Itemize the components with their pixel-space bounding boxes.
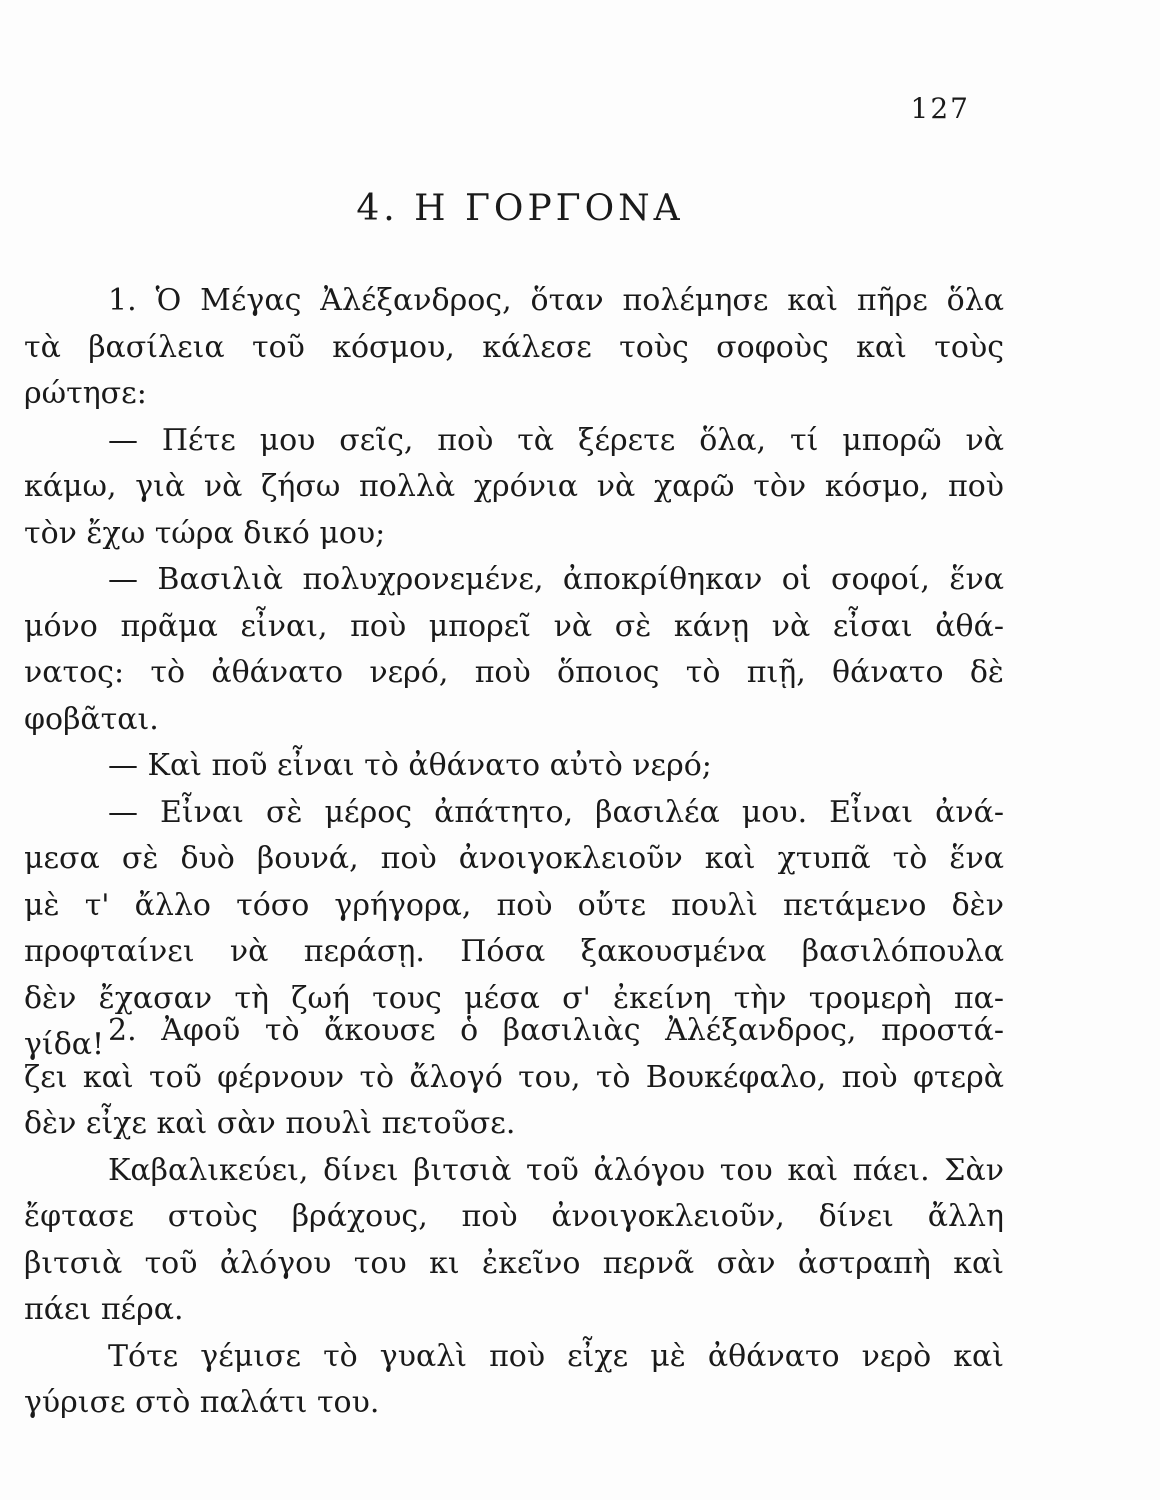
text-line: προφταίνει νὰ περάσῃ. Πόσα ξακουσμένα βασιλόπουλα [24, 934, 1004, 969]
section-2-text [24, 1008, 1004, 1427]
text-line: — Βασιλιὰ πολυχρονεμένε, ἀποκρίθηκαν οἱ σοφοί, ἕνα [108, 562, 1004, 597]
text-line: γύρισε στὸ παλάτι του. [24, 1385, 380, 1420]
text-line: νατος: τὸ ἀθάνατο νερό, ποὺ ὅποιος τὸ πιῇ, θάνατο δὲ [24, 655, 1004, 690]
text-line: μόνο πρᾶμα εἶναι, ποὺ μπορεῖ νὰ σὲ κάνῃ νὰ εἶσαι ἀθά- [24, 608, 1004, 644]
text-line: Καβαλικεύει, δίνει βιτσιὰ τοῦ ἀλόγου του καὶ πάει. Σὰν [108, 1152, 1004, 1188]
section-1-text [24, 278, 1004, 1069]
chapter-title: 4. Η ΓΟΡΓΟΝΑ [356, 188, 684, 229]
text-line: γίδα! [24, 1027, 105, 1062]
text-line: — Εἶναι σὲ μέρος ἀπάτητο, βασιλέα μου. Εἶναι ἀνά- [108, 794, 1004, 830]
text-line: κάμω, γιὰ νὰ ζήσω πολλὰ χρόνια νὰ χαρῶ τὸν κόσμο, ποὺ [24, 469, 1004, 504]
text-line: μεσα σὲ δυὸ βουνά, ποὺ ἀνοιγοκλειοῦν καὶ χτυπᾶ τὸ ἕνα [24, 841, 1004, 876]
text-line: ρώτησε: [24, 376, 147, 411]
text-line: ἔφτασε στοὺς βράχους, ποὺ ἀνοιγοκλειοῦν, δίνει ἄλλη [24, 1199, 1004, 1234]
text-line: βιτσιὰ τοῦ ἀλόγου του κι ἐκεῖνο περνᾶ σὰν ἀστραπὴ καὶ [24, 1245, 1004, 1281]
text-line: μὲ τ' ἄλλο τόσο γρήγορα, ποὺ οὔτε πουλὶ πετάμενο δὲν [24, 887, 1004, 923]
page-number: 127 [910, 92, 970, 125]
text-line: τὰ βασίλεια τοῦ κόσμου, κάλεσε τοὺς σοφοὺς καὶ τοὺς [24, 329, 1004, 365]
text-line: — Καὶ ποῦ εἶναι τὸ ἀθάνατο αὐτὸ νερό; [108, 748, 712, 783]
text-line: 2. Ἀφοῦ τὸ ἄκουσε ὁ βασιλιὰς Ἀλέξανδρος, προστά- [108, 1013, 1004, 1048]
text-line: 1. Ὁ Μέγας Ἀλέξανδρος, ὅταν πολέμησε καὶ πῆρε ὅλα [108, 283, 1004, 318]
text-line: πάει πέρα. [24, 1292, 184, 1327]
text-line: δὲν εἶχε καὶ σὰν πουλὶ πετοῦσε. [24, 1106, 516, 1141]
text-line: τὸν ἔχω τώρα δικό μου; [24, 515, 386, 551]
text-line: ζει καὶ τοῦ φέρνουν τὸ ἄλογό του, τὸ Βουκέφαλο, ποὺ φτερὰ [24, 1059, 1004, 1095]
text-line: Τότε γέμισε τὸ γυαλὶ ποὺ εἶχε μὲ ἀθάνατο νερὸ καὶ [108, 1338, 1004, 1374]
text-line: δὲν ἔχασαν τὴ ζωή τους μέσα σ' ἐκείνη τὴν τρομερὴ πα- [24, 980, 1004, 1016]
text-line: — Πέτε μου σεῖς, ποὺ τὰ ξέρετε ὅλα, τί μπορῶ νὰ [108, 422, 1004, 458]
text-line: φοβᾶται. [24, 701, 159, 737]
